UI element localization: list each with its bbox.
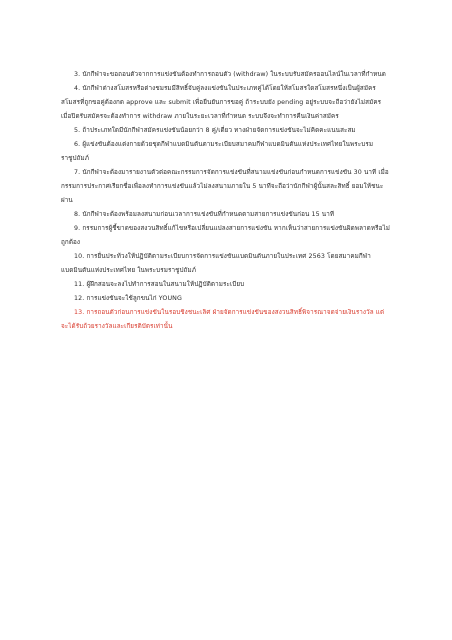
rule-number: 12. [74, 295, 85, 302]
rule-number: 5. [74, 127, 81, 134]
rule-text: นักกีฬาต่างสโมสรหรือต่างชมรมมีสิทธิ์จับคู่ลงแข่งขันในประเภทคู่ได้โดยให้สโมสรใดสโมสรหนึ่งเป็นผู้สมัคร สโมสรที่ถูกขอคู่ต้องกด approve และ submit เพื่อยืนยันการขอคู่ ถ้าระบบยัง pending อยู่ระบบจะถือว่ายังไม่สมัคร เมื่อปิดรับสมัครจะต้องทำการ withdraw ภายในระยะเวลาที่กำหนด ระบบจึงจะทำการคืนเงินค่าสมัคร [61, 85, 382, 120]
rule-text: การถอนตัวก่อนการแข่งขันในรอบชิงชนะเลิศ ฝ่ายจัดการแข่งขันของสงวนสิทธิ์พิจารณาจดจ่ายเงินรางวัล แต่จะได้รับถ้วยรางวัลและเกียรติบัตรเท่านั้น [61, 309, 385, 330]
rule-item [61, 166, 391, 208]
rule-text: การแข่งขันจะใช้ลูกขนไก่ YOUNG [86, 295, 182, 302]
rule-item [61, 68, 391, 82]
rule-number: 10. [74, 253, 85, 260]
rule-item [61, 124, 391, 138]
rule-number: 7. [74, 169, 81, 176]
rule-text: นักกีฬาจะขอถอนตัวจากการแข่งขันต้องทำการถอนตัว (withdraw) ในระบบรับสมัครออนไลน์ในเวลาที่กำหนด [82, 71, 386, 78]
rule-item [61, 222, 391, 250]
rule-item [61, 82, 391, 124]
rule-number: 6. [74, 141, 81, 148]
rule-item [61, 278, 391, 292]
rule-number: 11. [74, 281, 85, 288]
rule-text: ผู้ฝึกสอนจะลงไปทำการสอนในสนามให้ปฏิบัติตามระเบียบ [86, 281, 245, 288]
rule-text: การยื่นประท้วงให้ปฏิบัติตามระเบียบการจัดการแข่งขันแบดมินตันภายในประเทศ 2563 โดยสมาคมกีฬาแบดมินตันแห่งประเทศไทย ในพระบรมราชูปถัมภ์ [61, 253, 371, 274]
rule-number: 8. [74, 211, 81, 218]
rules-list [61, 68, 391, 334]
rule-number: 9. [74, 225, 81, 232]
rule-text: ถ้าประเภทใดมีนักกีฬาสมัครแข่งขันน้อยกว่า 8 คู่/เดี่ยว ทางฝ่ายจัดการแข่งขันจะไม่คิดคะแนนสะสม [82, 127, 356, 134]
rule-item [61, 292, 391, 306]
rule-number: 4. [74, 85, 81, 92]
rule-text: กรรมการผู้ชี้ขาดของสงวนสิทธิ์แก้ไขหรือเปลี่ยนแปลงสายการแข่งขัน หากเห็นว่าสายการแข่งขันผิดพลาดหรือไม่ถูกต้อง [61, 225, 391, 246]
rule-item-highlighted [61, 306, 391, 334]
rule-item [61, 138, 391, 166]
rule-text: นักกีฬาจะต้องมารายงานตัวต่อคณะกรรมการจัดการแข่งขันที่สนามแข่งขันก่อนกำหนดการแข่งขัน 30 นาที เมื่อกรรมการประกาศเรียกชื่อเพื่อลงทำการแข่งขันแล้วไม่ลงสนามภายใน 5 นาทีจะถือว่านักกีฬาผู้นั้นสละสิทธิ์ ยอมให้ชนะผ่าน [61, 169, 389, 204]
rule-text: ผู้แข่งขันต้องแต่งกายด้วยชุดกีฬาแบดมินตันตามระเบียบสมาคมกีฬาแบดมินตันแห่งประเทศไทยในพระบรมราชูปถัมภ์ [61, 141, 374, 162]
rule-number: 3. [74, 71, 81, 78]
rule-text: นักกีฬาจะต้องพร้อมลงสนามก่อนเวลาการแข่งขันที่กำหนดตามสายการแข่งขันก่อน 15 นาที [82, 211, 335, 218]
rule-item [61, 208, 391, 222]
rule-item [61, 250, 391, 278]
rule-number: 13. [74, 309, 85, 316]
